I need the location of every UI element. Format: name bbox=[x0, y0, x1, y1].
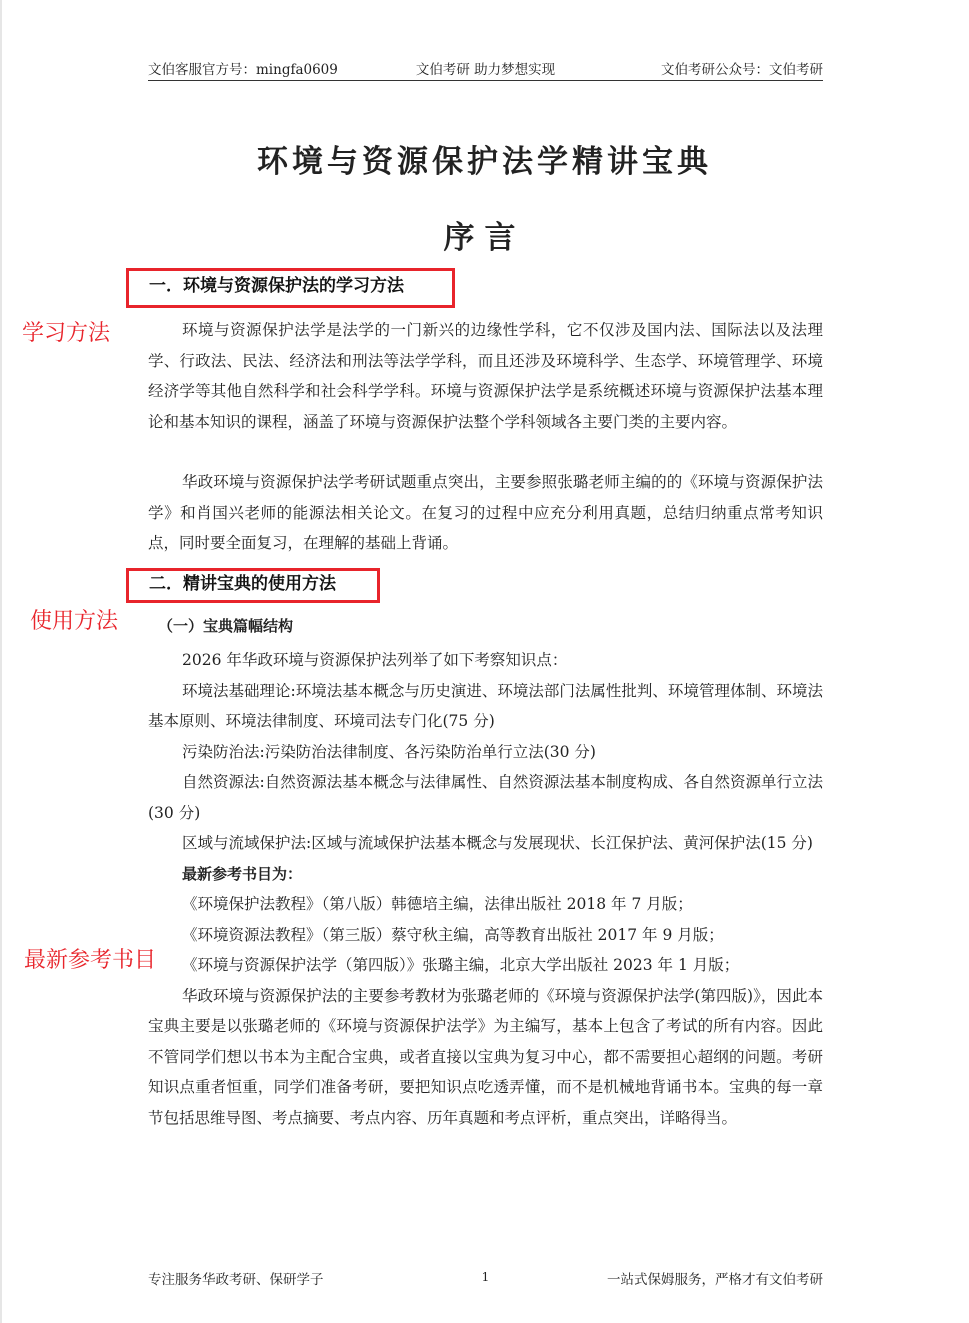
knowledge-point-item: 自然资源法:自然资源法基本概念与法律属性、自然资源法基本制度构成、各自然资源单行立法(30 分) bbox=[148, 773, 823, 822]
knowledge-point-item: 污染防治法:污染防治法律制度、各污染防治单行立法(30 分) bbox=[182, 742, 596, 761]
footer-left: 专注服务华政考研、保研学子 bbox=[148, 1272, 324, 1288]
section-1-heading: 一．环境与资源保护法的学习方法 bbox=[126, 268, 455, 308]
annotation-usage-method: 使用方法 bbox=[30, 609, 119, 634]
header-right: 文伯考研公众号：文伯考研 bbox=[661, 62, 823, 78]
section-1-paragraph-2: 华政环境与资源保护法学考研试题重点突出，主要参照张璐老师主编的的《环境与资源保护法学》和肖国兴老师的能源法相关论文。在复习的过程中应充分利用真题，总结归纳重点常考知识点，同时要全面复习，在理解的基础上背诵。 bbox=[148, 473, 823, 552]
knowledge-point-intro: 2026 年华政环境与资源保护法列举了如下考察知识点： bbox=[182, 651, 568, 669]
document-title: 环境与资源保护法学精讲宝典 bbox=[257, 144, 712, 180]
annotation-study-method: 学习方法 bbox=[22, 321, 111, 346]
header-center: 文伯考研 助力梦想实现 bbox=[415, 62, 556, 78]
reference-book: 《环境资源法教程》（第三版）蔡守秋主编，高等教育出版社 2017 年 9 月版； bbox=[182, 925, 724, 944]
knowledge-point-item: 环境法基础理论:环境法基本概念与历史演进、环境法部门法属性批判、环境管理体制、环境法基本原则、环境法律制度、环境司法专门化(75 分) bbox=[148, 681, 823, 730]
reference-book: 《环境保护法教程》（第八版）韩德培主编，法律出版社 2018 年 7 月版； bbox=[182, 895, 693, 913]
books-heading: 最新参考书目为： bbox=[182, 864, 303, 883]
footer-right: 一站式保姆服务，严格才有文伯考研 bbox=[607, 1272, 823, 1288]
subsection-heading: （一）宝典篇幅结构 bbox=[158, 617, 294, 635]
preface-title: 序言 bbox=[443, 220, 526, 256]
section-1-paragraph-1: 环境与资源保护法学是法学的一门新兴的边缘性学科，它不仅涉及国内法、国际法以及法理学、行政法、民法、经济法和刑法等法学学科，而且还涉及环境科学、生态学、环境管理学、环境经济学等其他自然科学和社会科学学科。环境与资源保护法学是系统概述环境与资源保护法基本理论和基本知识的课程，涵盖了环境与资源保护法整个学科领域各主要门类的主要内容。 bbox=[148, 321, 823, 431]
header-left: 文伯客服官方号：mingfa0609 bbox=[148, 62, 338, 78]
page-footer bbox=[148, 1268, 823, 1288]
page-edge bbox=[0, 0, 2, 1323]
closing-paragraph: 华政环境与资源保护法的主要参考教材为张璐老师的《环境与资源保护法学(第四版)》，因此本宝典主要是以张璐老师的《环境与资源保护法学》为主编写，基本上包含了考试的所有内容。因此不管同学们想以书本为主配合宝典，或者直接以宝典为复习中心，都不需要担心超纲的问题。考研知识点重者恒重，同学们准备考研，要把知识点吃透弄懂，而不是机械地背诵书本。宝典的每一章节包括思维导图、考点摘要、考点内容、历年真题和考点评析，重点突出，详略得当。 bbox=[148, 986, 823, 1127]
reference-book: 《环境与资源保护法学（第四版）》张璐主编，北京大学出版社 2023 年 1 月版； bbox=[182, 956, 740, 974]
section-2-body bbox=[148, 645, 823, 1133]
page-header bbox=[148, 58, 823, 81]
section-2-heading: 二．精讲宝典的使用方法 bbox=[126, 568, 380, 603]
knowledge-point-item: 区域与流域保护法:区域与流域保护法基本概念与发展现状、长江保护法、黄河保护法(15 分) bbox=[182, 834, 813, 852]
page-number: 1 bbox=[481, 1270, 490, 1284]
annotation-latest-books: 最新参考书目 bbox=[24, 948, 157, 973]
